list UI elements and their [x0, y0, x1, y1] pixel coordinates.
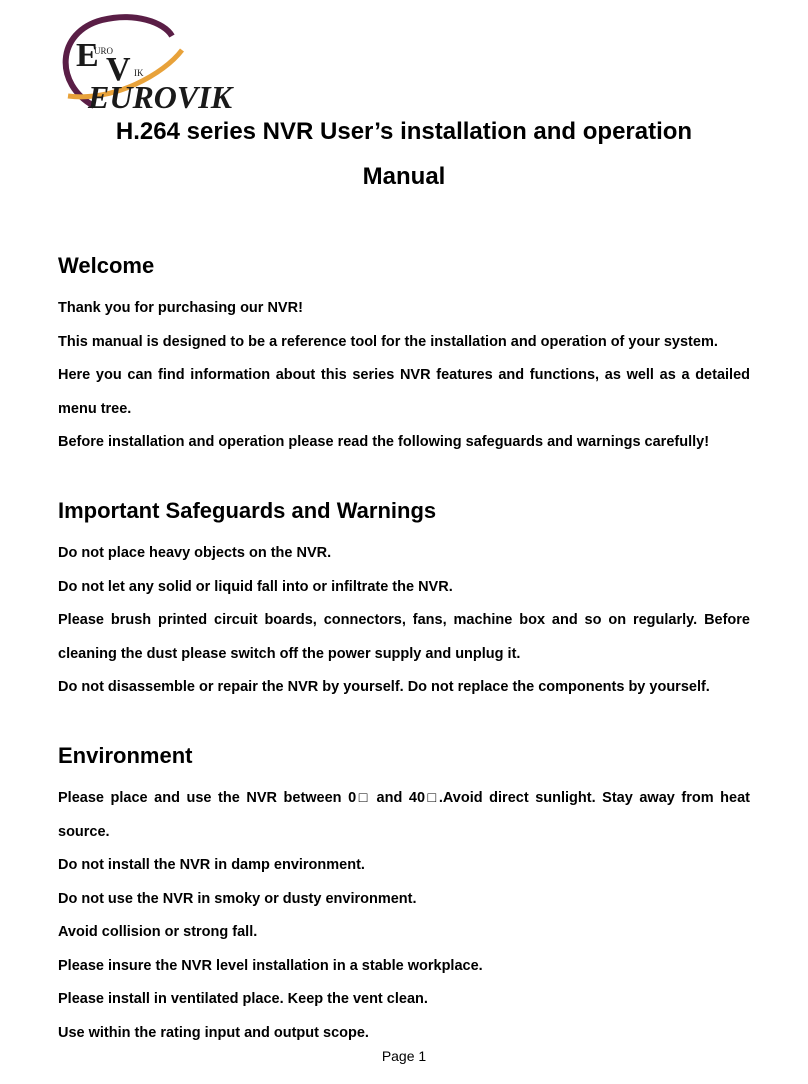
paragraph: Here you can find information about this series NVR features and functions, as well as a detailed menu tree.	[58, 367, 750, 417]
section-environment	[58, 742, 750, 1050]
section-body-welcome	[58, 292, 750, 460]
paragraph: Please install in ventilated place. Keep the vent clean.	[58, 991, 428, 1007]
section-heading-environment: Environment	[58, 743, 193, 768]
document-title-line-2: Manual	[362, 163, 446, 190]
paragraph: Before installation and operation please read the following safeguards and warnings carefully!	[58, 434, 710, 450]
paragraph: Please brush printed circuit boards, connectors, fans, machine box and so on regularly. Before cleaning the dust please switch off the power supply and unplug it.	[58, 612, 750, 662]
section-body-safeguards	[58, 537, 750, 705]
paragraph: Do not install the NVR in damp environment.	[58, 857, 365, 873]
section-welcome	[58, 252, 750, 460]
section-safeguards	[58, 497, 750, 705]
section-heading-welcome: Welcome	[58, 253, 155, 278]
paragraph: Do not let any solid or liquid fall into or infiltrate the NVR.	[58, 578, 453, 595]
paragraph: Use within the rating input and output scope.	[58, 1024, 369, 1041]
paragraph: This manual is designed to be a reference tool for the installation and operation of your system.	[58, 333, 718, 350]
logo-small-text-1: URO	[94, 46, 114, 56]
paragraph: Do not disassemble or repair the NVR by yourself. Do not replace the components by yourself.	[58, 679, 710, 695]
paragraph: Thank you for purchasing our NVR!	[58, 300, 303, 316]
logo-brand-text: EUROVIK	[88, 79, 233, 114]
paragraph: Avoid collision or strong fall.	[58, 924, 258, 940]
page-number: Page 1	[381, 1048, 427, 1064]
logo-monogram-e: E	[76, 37, 99, 74]
paragraph: Please place and use the NVR between 0□ and 40□.Avoid direct sunlight. Stay away from heat source.	[58, 790, 750, 840]
paragraph: Do not use the NVR in smoky or dusty environment.	[58, 890, 417, 907]
eurovik-logo-graphic	[54, 14, 274, 114]
eurovik-logo	[54, 14, 274, 114]
logo-small-text-2: IK	[134, 68, 144, 78]
section-heading-safeguards: Important Safeguards and Warnings	[58, 498, 437, 523]
document-title-line-1: H.264 series NVR User’s installation and operation	[115, 118, 693, 145]
paragraph: Please insure the NVR level installation in a stable workplace.	[58, 957, 483, 974]
paragraph: Do not place heavy objects on the NVR.	[58, 545, 332, 561]
section-body-environment	[58, 782, 750, 1050]
logo-monogram-v: V	[106, 51, 131, 88]
